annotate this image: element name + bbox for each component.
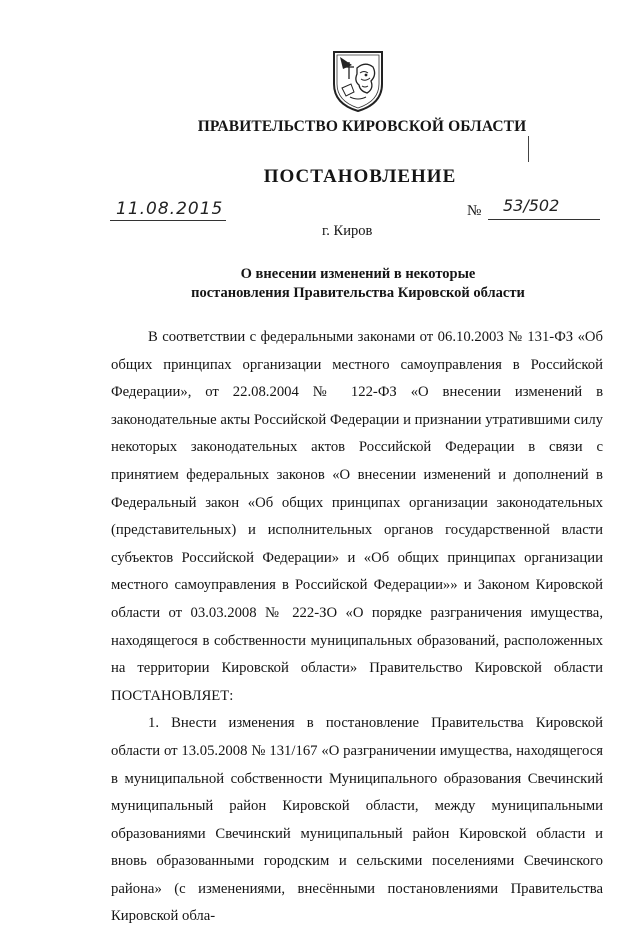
document-subject: [0, 265, 640, 303]
number-sign: №: [467, 203, 482, 219]
document-body: [111, 324, 603, 931]
coat-of-arms-emblem: [330, 48, 386, 114]
government-name: ПРАВИТЕЛЬСТВО КИРОВСКОЙ ОБЛАСТИ: [197, 118, 527, 135]
date-underline: [110, 220, 226, 221]
subject-line-1: О внесении изменений в некоторые: [240, 266, 476, 282]
body-paragraph-1: В соответствии с федеральными законами от 06.10.2003 № 131-ФЗ «Об общих принципах организации местного самоуправления в Российской Федерации», от 22.08.2004 № 122-ФЗ «О внесении изменений в законодательные акты Российской Федерации и признании утратившими силу некоторых законодательных актов Российской Федерации в связи с принятием федеральных законов «О внесении изменений и дополнений в Федеральный закон «Об общих принципах организации законодательных (представительных) и исполнительных органов государственной власти субъектов Российской Федерации» и «Об общих принципах организации местного самоуправления в Российской Федерации»» и Законом Кировской области от 03.03.2008 № 222-ЗО «О порядке разграничения имущества, находящегося в собственности муниципальных образований, расположенных на территории Кировской области» Правительство Кировской области ПОСТАНОВЛЯЕТ:: [111, 329, 603, 704]
body-paragraph-2: 1. Внести изменения в постановление Правительства Кировской области от 13.05.2008 № 131/167 «О разграничении имущества, находящегося в муниципальной собственности Муниципального образования Свечинский муниципальный район Кировской области, между муниципальными образованиями Свечинский муниципальный район Кировской области и вновь образованными городским и сельскими поселениями Свечинского района» (с изменениями, внесёнными постановлениями Правительства Кировской обла-: [111, 715, 603, 925]
margin-mark: [528, 136, 529, 162]
document-type: ПОСТАНОВЛЕНИЕ: [263, 166, 457, 187]
handwritten-date: 11.08.2015: [116, 199, 224, 219]
number-underline: [488, 219, 600, 220]
handwritten-number: 53/502: [503, 196, 560, 215]
subject-line-2: постановления Правительства Кировской области: [191, 285, 525, 301]
city-label: г. Киров: [322, 223, 373, 239]
